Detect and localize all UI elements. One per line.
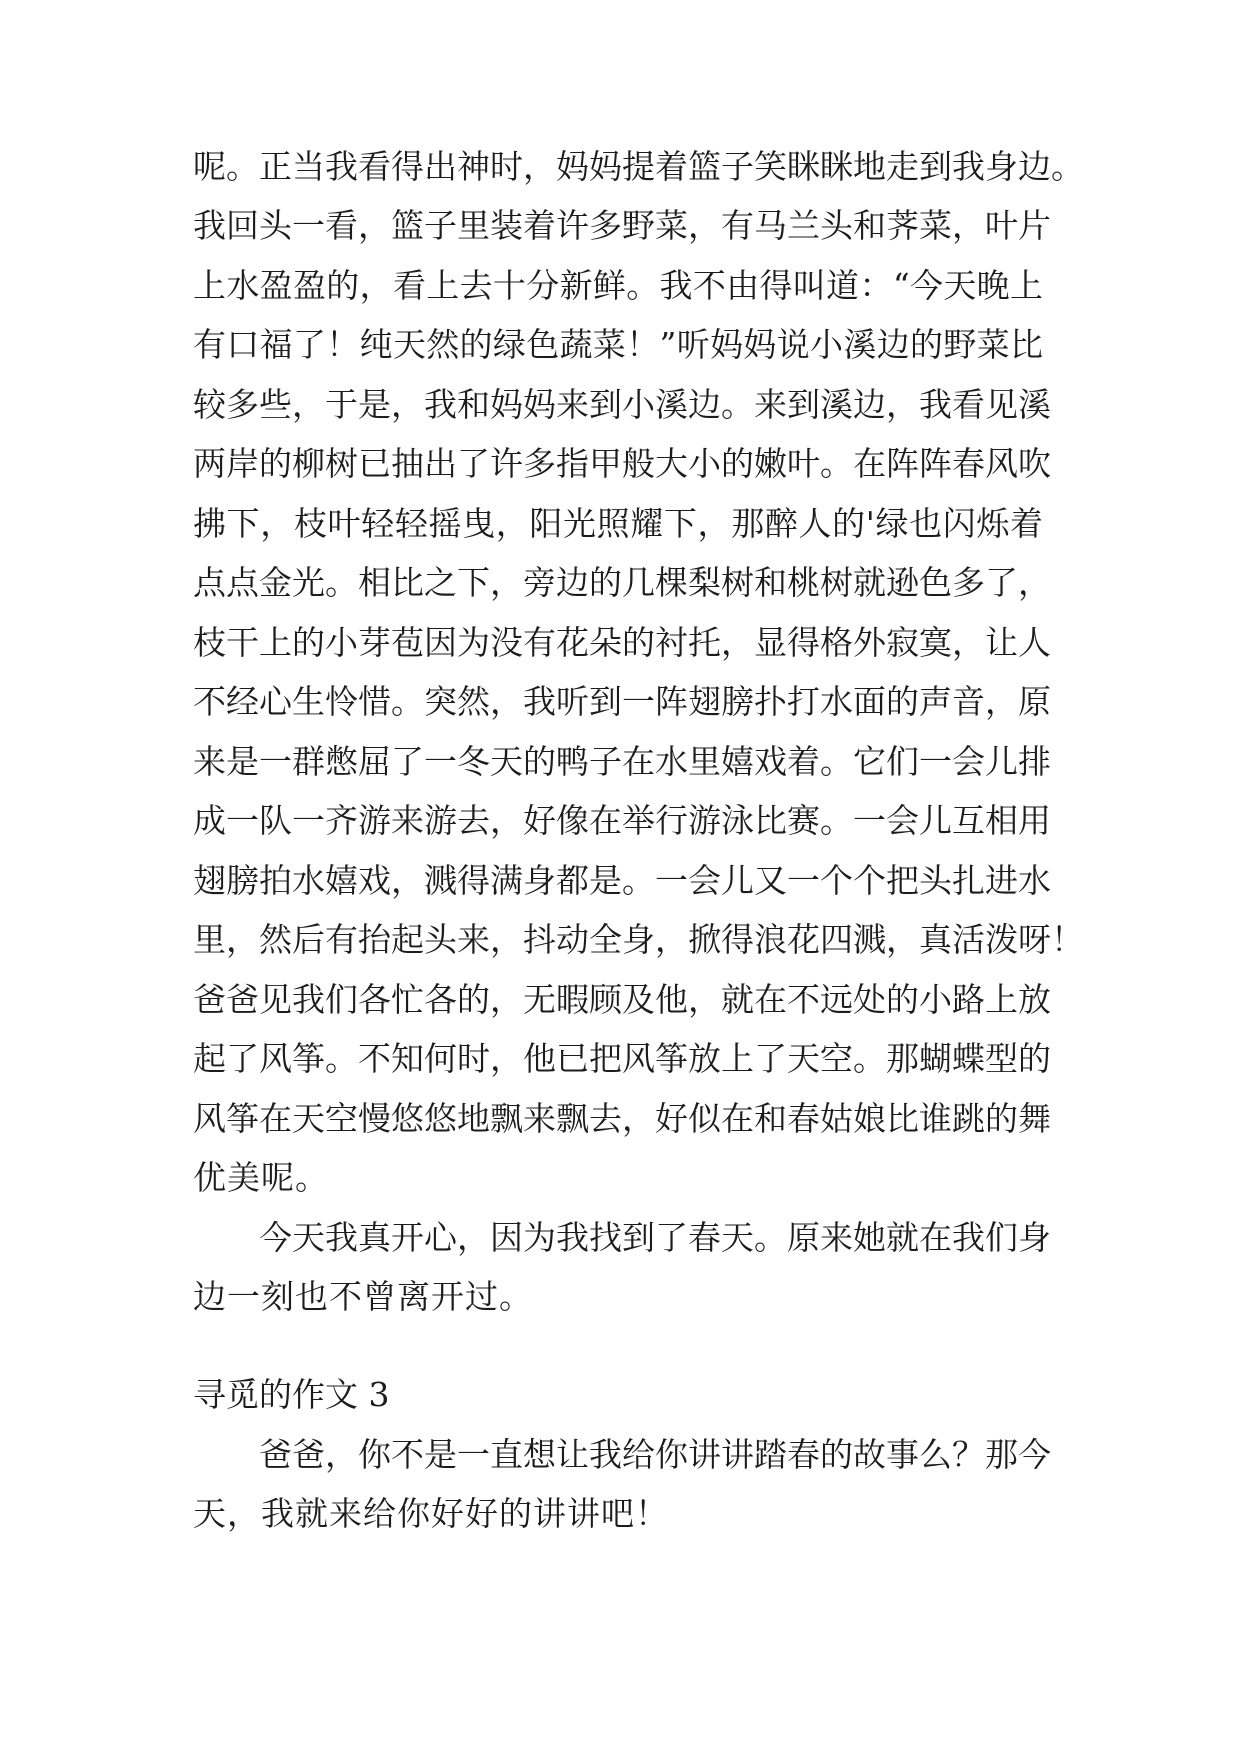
paragraph-line: 翅膀拍水嬉戏，溅得满身都是。一会儿又一个个把头扎进水 (193, 861, 1051, 900)
paragraph-line: 边一刻也不曾离开过。 (193, 1277, 533, 1316)
paragraph-line: 较多些，于是，我和妈妈来到小溪边。来到溪边，我看见溪 (193, 385, 1051, 424)
paragraph-line: 天，我就来给你好好的讲讲吧！ (193, 1494, 669, 1533)
paragraph-line: 我回头一看，篮子里装着许多野菜，有马兰头和荠菜，叶片 (193, 206, 1051, 245)
paragraph-line: 成一队一齐游来游去，好像在举行游泳比赛。一会儿互相用 (193, 801, 1051, 840)
paragraph-line: 风筝在天空慢悠悠地飘来飘去，好似在和春姑娘比谁跳的舞 (193, 1099, 1051, 1138)
paragraph-line: 爸爸，你不是一直想让我给你讲讲踏春的故事么？那今 (259, 1435, 1051, 1474)
paragraph-line: 呢。正当我看得出神时，妈妈提着篮子笑眯眯地走到我身边。 (193, 147, 1084, 186)
paragraph-line: 上水盈盈的，看上去十分新鲜。我不由得叫道：“今天晚上 (193, 266, 1043, 305)
paragraph-line: 里，然后有抬起头来，抖动全身，掀得浪花四溅，真活泼呀！ (193, 920, 1084, 959)
paragraph-line: 今天我真开心，因为我找到了春天。原来她就在我们身 (259, 1218, 1051, 1257)
paragraph-line: 有口福了！纯天然的绿色蔬菜！”听妈妈说小溪边的野菜比 (193, 325, 1043, 364)
paragraph-line: 爸爸见我们各忙各的，无暇顾及他，就在不远处的小路上放 (193, 980, 1051, 1019)
paragraph-line: 起了风筝。不知何时，他已把风筝放上了天空。那蝴蝶型的 (193, 1039, 1051, 1078)
paragraph-line: 来是一群憋屈了一冬天的鸭子在水里嬉戏着。它们一会儿排 (193, 742, 1051, 781)
paragraph-line: 点点金光。相比之下，旁边的几棵梨树和桃树就逊色多了， (193, 563, 1051, 602)
paragraph-line: 优美呢。 (193, 1158, 329, 1197)
paragraph-line: 两岸的柳树已抽出了许多指甲般大小的嫩叶。在阵阵春风吹 (193, 444, 1051, 483)
paragraph-line: 不经心生怜惜。突然，我听到一阵翅膀扑打水面的声音，原 (193, 682, 1051, 721)
paragraph-line: 拂下，枝叶轻轻摇曳，阳光照耀下，那醉人的'绿也闪烁着 (193, 504, 1043, 543)
paragraph-line: 枝干上的小芽苞因为没有花朵的衬托，显得格外寂寞，让人 (193, 623, 1051, 662)
section-heading: 寻觅的作文 3 (193, 1375, 390, 1414)
